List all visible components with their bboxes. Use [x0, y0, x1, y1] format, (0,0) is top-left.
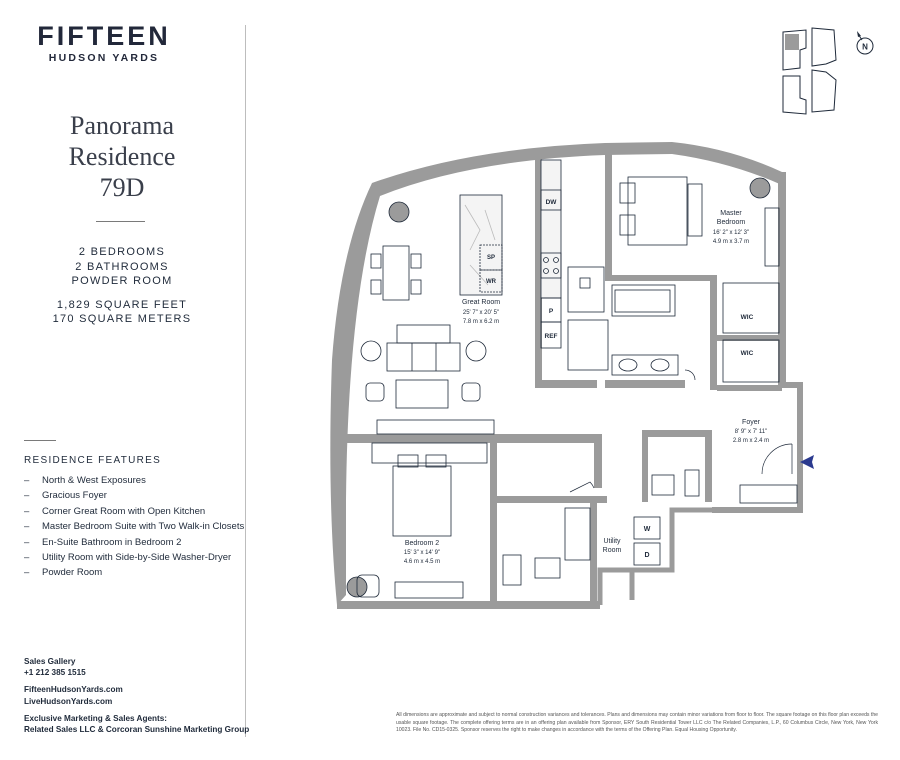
great-room-name: Great Room	[461, 299, 501, 306]
brand-line2: HUDSON YARDS	[48, 52, 160, 64]
label-dryer: D	[644, 552, 650, 559]
feature-item: – Corner Great Room with Open Kitchen	[24, 505, 206, 517]
foyer-name: Foyer	[742, 419, 760, 426]
spec-sqft: 1,829 SQUARE FEET	[56, 298, 188, 311]
legal-disclaimer: All dimensions are approximate and subject to normal construction variances and tolerances. Plans and dimensions may contain minor variations from floor to floor. The square footage on this floor plan exceeds the usable square footage. The complete offering terms are in an offering plan available from Sponsor, ERY South Residential Tower LLC c/o The Related Companies, L.P., 60 Columbus Circle, New York, New York 10023. File No. CD15-0325. Sponsor reserves the right to make changes in accordance with the terms of the Offering Plan. Equal Housing Opportunity.	[396, 712, 878, 734]
master-dims-ft: 16' 2" x 12' 3"	[712, 230, 750, 236]
utility-name-2: Room	[602, 547, 622, 554]
powder-room-fixtures	[652, 470, 797, 503]
website-link-1[interactable]: FifteenHudsonYards.com	[24, 685, 123, 695]
bedroom2-furniture	[357, 443, 487, 598]
title-line3: 79D	[99, 173, 145, 202]
sales-gallery-label: Sales Gallery	[24, 657, 76, 666]
bedroom2-dims-ft: 15' 3" x 14' 9"	[403, 550, 441, 556]
label-p: P	[548, 308, 554, 315]
label-dw: DW	[545, 199, 557, 206]
feature-item: – Utility Room with Side-by-Side Washer-Dryer	[24, 551, 232, 563]
master-name-2: Bedroom	[716, 219, 746, 226]
label-ref: REF	[544, 333, 558, 340]
compass-north-label: N	[862, 42, 868, 52]
bath2-fixtures	[503, 508, 590, 585]
great-room-dims-m: 7.8 m x 6.2 m	[462, 319, 500, 325]
feature-item: – En-Suite Bathroom in Bedroom 2	[24, 536, 182, 548]
foyer-dims-ft: 8' 9" x 7' 11"	[734, 429, 768, 435]
spec-bathrooms: 2 BATHROOMS	[75, 260, 169, 273]
spec-powder: POWDER ROOM	[71, 275, 173, 287]
features-heading: RESIDENCE FEATURES	[24, 455, 162, 466]
spec-sqm: 170 SQUARE METERS	[52, 313, 192, 325]
label-sp: SP	[486, 255, 496, 261]
label-wic1: WIC	[740, 314, 754, 321]
key-plan	[783, 28, 836, 114]
bedroom2-name: Bedroom 2	[404, 540, 440, 547]
great-room-dims-ft: 25' 7" x 20' 5"	[462, 310, 500, 316]
feature-item: – Gracious Foyer	[24, 490, 107, 502]
agents-names: Related Sales LLC & Corcoran Sunshine Marketing Group	[24, 725, 250, 735]
label-wic2: WIC	[740, 350, 754, 357]
master-dims-m: 4.9 m x 3.7 m	[712, 239, 750, 245]
spec-bedrooms: 2 BEDROOMS	[78, 246, 166, 258]
label-wr: WR	[486, 279, 496, 285]
title-line2: Residence	[68, 142, 176, 171]
compass	[857, 31, 873, 54]
website-link-2[interactable]: LiveHudsonYards.com	[24, 696, 113, 706]
sales-phone[interactable]: +1 212 385 1515	[24, 668, 86, 678]
foyer-dims-m: 2.8 m x 2.4 m	[732, 438, 770, 444]
utility-name-1: Utility	[603, 538, 621, 545]
master-bath-fixtures	[568, 267, 779, 382]
feature-item: – North & West Exposures	[24, 475, 146, 486]
bedroom2-dims-m: 4.6 m x 4.5 m	[403, 559, 441, 565]
label-washer: W	[643, 526, 651, 533]
brand-line1: FIFTEEN	[37, 21, 171, 51]
title-line1: Panorama	[70, 111, 174, 140]
feature-item: – Master Bedroom Suite with Two Walk-in Closets	[24, 521, 245, 533]
feature-item: – Powder Room	[24, 567, 103, 579]
master-name-1: Master	[720, 210, 742, 217]
agents-label: Exclusive Marketing & Sales Agents:	[24, 713, 168, 723]
